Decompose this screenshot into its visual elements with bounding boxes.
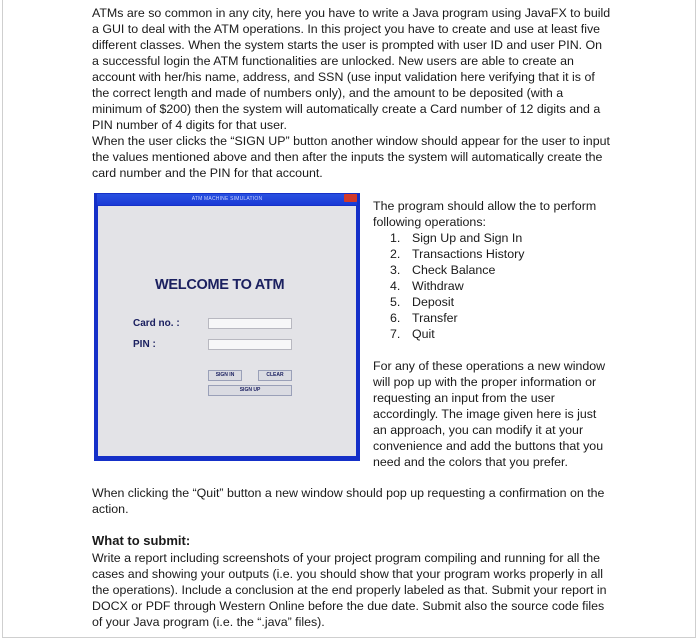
list-item: 3. Check Balance — [390, 263, 496, 277]
atm-card-input — [208, 318, 292, 329]
operations-detail-paragraph: For any of these operations a new window will pop up with the proper information or requesting an input from the user accordingly. The image given here is just an approach, you can modify it at your convenience and add the buttons that you need and the colors that you prefer. — [373, 359, 606, 469]
close-icon — [344, 194, 357, 202]
atm-window-figure — [94, 193, 360, 461]
atm-clear-button: CLEAR — [258, 370, 292, 381]
atm-pin-label: PIN : — [133, 339, 156, 350]
signup-paragraph: When the user clicks the “SIGN UP” button another window should appear for the user to input the values mentioned above and then after the inputs the system will automatically create the card number and the PIN for that account. — [92, 134, 610, 180]
atm-window-title: ATM MACHINE SIMULATION — [97, 194, 357, 205]
operations-list — [390, 230, 524, 342]
atm-pin-input — [208, 339, 292, 350]
list-item: 4. Withdraw — [390, 279, 464, 293]
atm-card-label: Card no. : — [133, 318, 180, 329]
atm-welcome-title: WELCOME TO ATM — [155, 277, 285, 293]
atm-signup-button: SIGN UP — [208, 385, 292, 396]
operations-intro: The program should allow the to perform following operations: — [373, 199, 597, 229]
quit-paragraph: When clicking the “Quit” button a new window should pop up requesting a confirmation on the action. — [92, 486, 605, 516]
list-item: 5. Deposit — [390, 295, 455, 309]
intro-paragraph: ATMs are so common in any city, here you have to write a Java program using JavaFX to build a GUI to deal with the ATM operations. In this project you have to create and use at least five different classes. When the system starts the user is prompted with user ID and user PIN. On a successful login the ATM functionalities are unlocked. New users are able to create an account with her/his name, address, and SSN (use input validation here verifying that it is of the correct length and made of numbers only), and the amount to be deposited (with a minimum of $200) then the system will automatically create a Card number of 12 digits and a PIN number of 4 digits for that user. — [92, 6, 611, 132]
list-item: 6. Transfer — [390, 311, 458, 325]
atm-window-body — [98, 206, 356, 456]
atm-signin-button: SIGN IN — [208, 370, 242, 381]
submit-paragraph: Write a report including screenshots of your project program compiling and running for all the cases and showing your outputs (i.e. you should show that your program works properly in all the operations). Include a conclusion at the end properly labeled as that. Submit your report in DOCX or PDF through Western Online before the due date. Submit also the source code files of your Java program (i.e. the “.java” files). — [92, 551, 607, 629]
list-item: 7. Quit — [390, 327, 435, 341]
submit-heading: What to submit: — [92, 533, 191, 548]
list-item: 2. Transactions History — [390, 247, 525, 261]
list-item: 1. Sign Up and Sign In — [390, 231, 523, 245]
